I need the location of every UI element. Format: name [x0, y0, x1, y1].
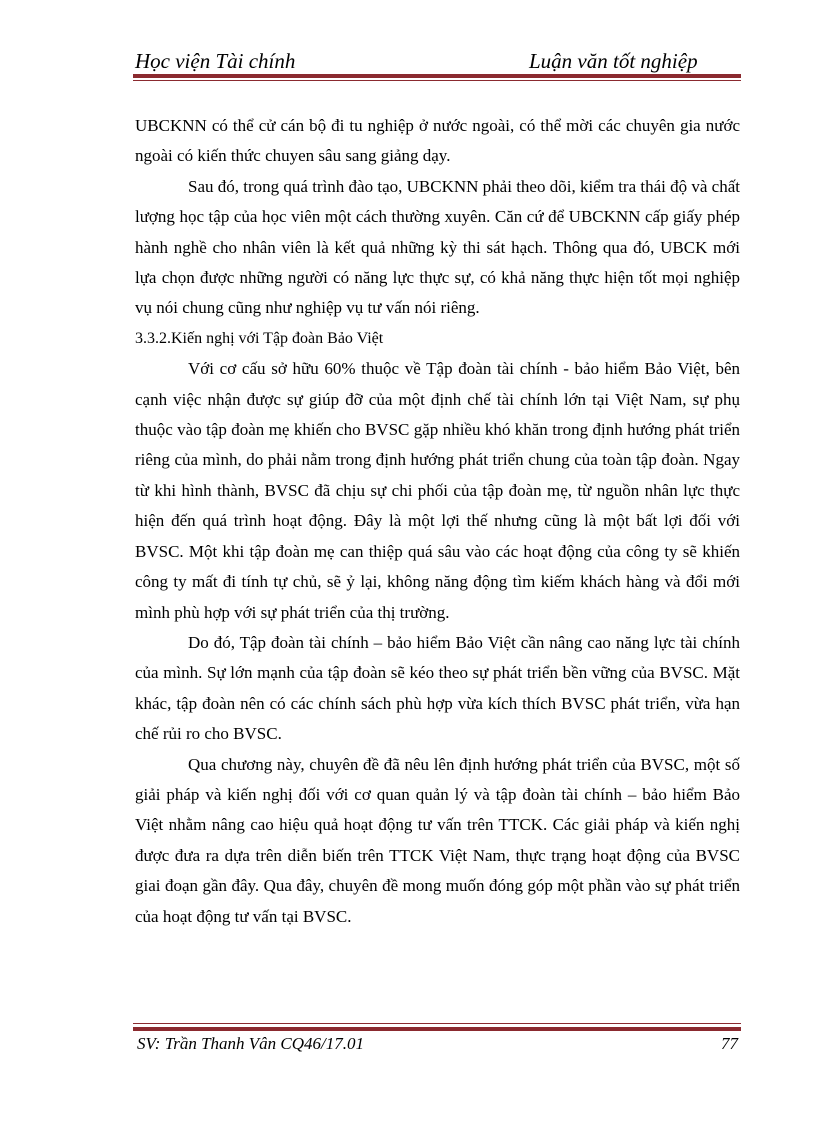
footer-rule-thin	[133, 1023, 741, 1024]
footer-rule-thick	[133, 1027, 741, 1031]
header-rule-thin	[133, 80, 741, 81]
paragraph-financial-capacity: Do đó, Tập đoàn tài chính – bảo hiểm Bảo Việt cần nâng cao năng lực tài chính của mình. Sự lớn mạnh của tập đoàn sẽ kéo theo sự phát triển bền vững của BVSC. Mặt khác, tập đoàn nên có các chính sách phù hợp vừa kích thích BVSC phát triển, vừa hạn chế rủi ro cho BVSC.	[135, 632, 740, 744]
page-footer	[135, 1034, 740, 1060]
section-heading: 3.3.2.Kiến nghị với Tập đoàn Bảo Việt	[135, 329, 384, 347]
body-text	[135, 111, 740, 932]
paragraph-conclusion: Qua chương này, chuyên đề đã nêu lên định hướng phát triển của BVSC, một số giải pháp và kiến nghị đối với cơ quan quản lý và tập đoàn tài chính – bảo hiểm Bảo Việt nhằm nâng cao hiệu quả hoạt động tư vấn trên TTCK. Các giải pháp và kiến nghị được đưa ra dựa trên diễn biến trên TTCK Việt Nam, thực trạng hoạt động của BVSC giai đoạn gần đây. Qua đây, chuyên đề mong muốn đóng góp một phần vào sự phát triển của hoạt động tư vấn tại BVSC.	[135, 754, 740, 926]
paragraph-ownership: Với cơ cấu sở hữu 60% thuộc về Tập đoàn tài chính - bảo hiểm Bảo Việt, bên cạnh việc nhận được sự giúp đỡ của một định chế tài chính lớn tại Việt Nam, sự phụ thuộc vào tập đoàn mẹ khiến cho BVSC gặp nhiều khó khăn trong định hướng phát triển riêng của mình, do phải nằm trong định hướng phát triển chung của toàn tập đoàn. Ngay từ khi hình thành, BVSC đã chịu sự chi phối của tập đoàn mẹ, từ nguồn nhân lực thực hiện đến quá trình hoạt động. Đây là một lợi thế nhưng cũng là một bất lợi đối với BVSC. Một khi tập đoàn mẹ can thiệp quá sâu vào các hoạt động của công ty sẽ khiến công ty mất đi tính tự chủ, sẽ ỷ lại, không năng động tìm kiếm khách hàng và đổi mới mình phù hợp với sự phát triển của thị trường.	[135, 359, 740, 622]
paragraph-continuation: UBCKNN có thể cử cán bộ đi tu nghiệp ở nước ngoài, có thể mời các chuyên gia nước ngoài có kiến thức chuyen sâu sang giảng dạy.	[135, 116, 740, 166]
footer-student: SV: Trần Thanh Vân CQ46/17.01	[137, 1034, 365, 1053]
header-institution: Học viện Tài chính	[135, 49, 296, 73]
paragraph-training: Sau đó, trong quá trình đào tạo, UBCKNN phải theo dõi, kiểm tra thái độ và chất lượng học tập của học viên một cách thường xuyên. Căn cứ để UBCKNN cấp giấy phép hành nghề cho nhân viên là kết quả những kỳ thi sát hạch. Thông qua đó, UBCK mới lựa chọn được những người có năng lực thực sự, có khả năng thực hiện tốt mọi nghiệp vụ nói chung cũng như nghiệp vụ tư vấn nói riêng.	[135, 176, 740, 318]
footer-page-number: 77	[721, 1034, 738, 1053]
header-document-type: Luận văn tốt nghiệp	[529, 49, 698, 73]
page-header	[135, 45, 740, 75]
header-rule-thick	[133, 74, 741, 78]
